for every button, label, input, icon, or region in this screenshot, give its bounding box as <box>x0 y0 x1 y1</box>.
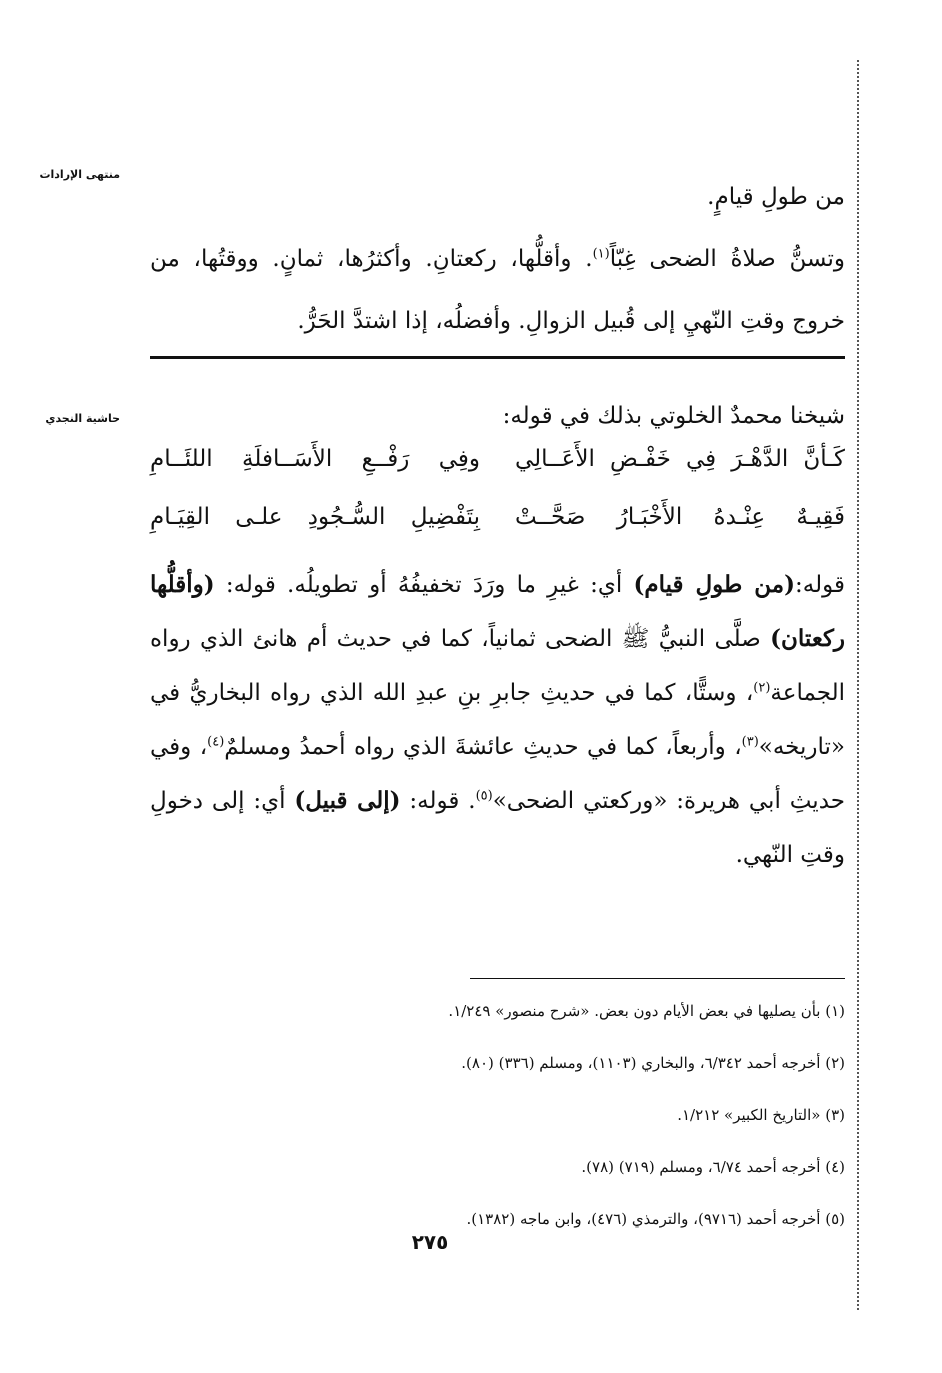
hashiya-intro: شيخنا محمدٌ الخلوتي بذلك في قوله: <box>502 403 845 429</box>
footnote-ref-5: (٥) <box>475 788 493 804</box>
commentary-paragraph <box>150 558 845 882</box>
footnotes <box>150 985 845 1245</box>
poem-verse-2 <box>150 504 845 562</box>
qawluh-label: قوله: <box>795 572 845 598</box>
commentary-text-5: ، وفي حديثِ أبي هريرة: «وركعتي الضحى» <box>150 734 845 814</box>
verse-1-second-hemistich: وفِي رَفْــعِ الأَسَــافلَةِ اللئَــامِ <box>150 446 480 472</box>
footnote-ref-1: (١) <box>592 246 610 262</box>
footnote-1: (١) بأن يصليها في بعض الأيام دون بعض. «شرح منصور» ١/٢٤٩. <box>448 1002 845 1020</box>
margin-dotted-rule <box>857 60 859 1310</box>
footnote-5: (٥) أخرجه أحمد (٩٧١٦)، والترمذي (٤٧٦)، وابن ماجه (١٣٨٢). <box>466 1210 845 1228</box>
footnote-ref-3: (٣) <box>741 734 759 750</box>
commentary-text-4: ، وأربعاً، كما في حديثِ عائشةَ الذي رواه أحمدُ ومسلمٌ <box>224 734 742 760</box>
commentary-text-1: أي: غيرِ ما ورَدَ تخفيفُهُ أو تطويلُه. قوله: <box>214 572 634 598</box>
page-number: ٢٧٥ <box>411 1230 449 1254</box>
footnote-ref-2: (٢) <box>753 680 771 696</box>
matn-text-part2: . وأقلُّها، ركعتانِ. وأكثرُها، ثمانٍ. ووقتُها، من خروج وقتِ النّهيِ إلى قُبيل الزوالِ. وأفضلُه، إذا اشتدَّ الحَرُّ. <box>150 246 845 334</box>
commentary-text-7: أي: إلى دخولِ وقتِ النّهي. <box>150 788 845 868</box>
verse-2-first-hemistich: فَقِيـهٌ عِنْـدهُ الأَخْبَـارُ صَحَّــتْ <box>515 504 845 530</box>
matn-text-part1: وتسنُّ صلاةُ الضحى غِبّاً <box>609 246 845 272</box>
matn-line1: من طولِ قيامٍ. <box>707 184 845 210</box>
footnote-separator <box>470 978 845 979</box>
footnote-ref-4: (٤) <box>207 734 225 750</box>
side-label-hashiya: حاشية النجدي <box>45 412 120 425</box>
side-label-muntaha: منتهى الإرادات <box>39 168 120 181</box>
matn-text <box>150 166 845 352</box>
commentary-text-2: صلَّى النبيُّ ﷺ الضحى ثمانياً، كما في حديث أم هانئ الذي رواه الجماعة <box>150 626 845 706</box>
commentary-text-3: ، وستًّا، كما في حديثِ جابرِ بنِ عبدِ الله الذي رواه البخاريُّ في «تاريخه» <box>150 680 846 760</box>
lemma-1: (من طولِ قيام) <box>633 571 796 598</box>
footnote-4: (٤) أخرجه أحمد ٦/٧٤، ومسلم (٧١٩) (٧٨). <box>581 1158 845 1176</box>
footnote-3: (٣) «التاريخ الكبير» ١/٢١٢. <box>677 1106 845 1124</box>
hashiya-commentary <box>150 558 845 882</box>
verse-2-second-hemistich: بِتَفْضِيلِ السُّـجُودِ علـى القِيَـامِ <box>150 504 480 530</box>
lemma-3: (إلى قبيل) <box>294 787 401 814</box>
commentary-text-6: . قوله: <box>400 788 476 814</box>
section-divider <box>150 356 845 359</box>
poem-verse-1 <box>150 446 845 504</box>
verse-1-first-hemistich: كَـأنَّ الدَّهْـرَ فِي خَفْـضِ الأَعَــالِي <box>515 446 845 472</box>
matn-paragraph <box>150 228 845 352</box>
lemma-2: (وأقلُّها ركعتان) <box>150 571 845 652</box>
footnote-2: (٢) أخرجه أحمد ٦/٣٤٢، والبخاري (١١٠٣)، ومسلم (٣٣٦) (٨٠). <box>461 1054 845 1072</box>
